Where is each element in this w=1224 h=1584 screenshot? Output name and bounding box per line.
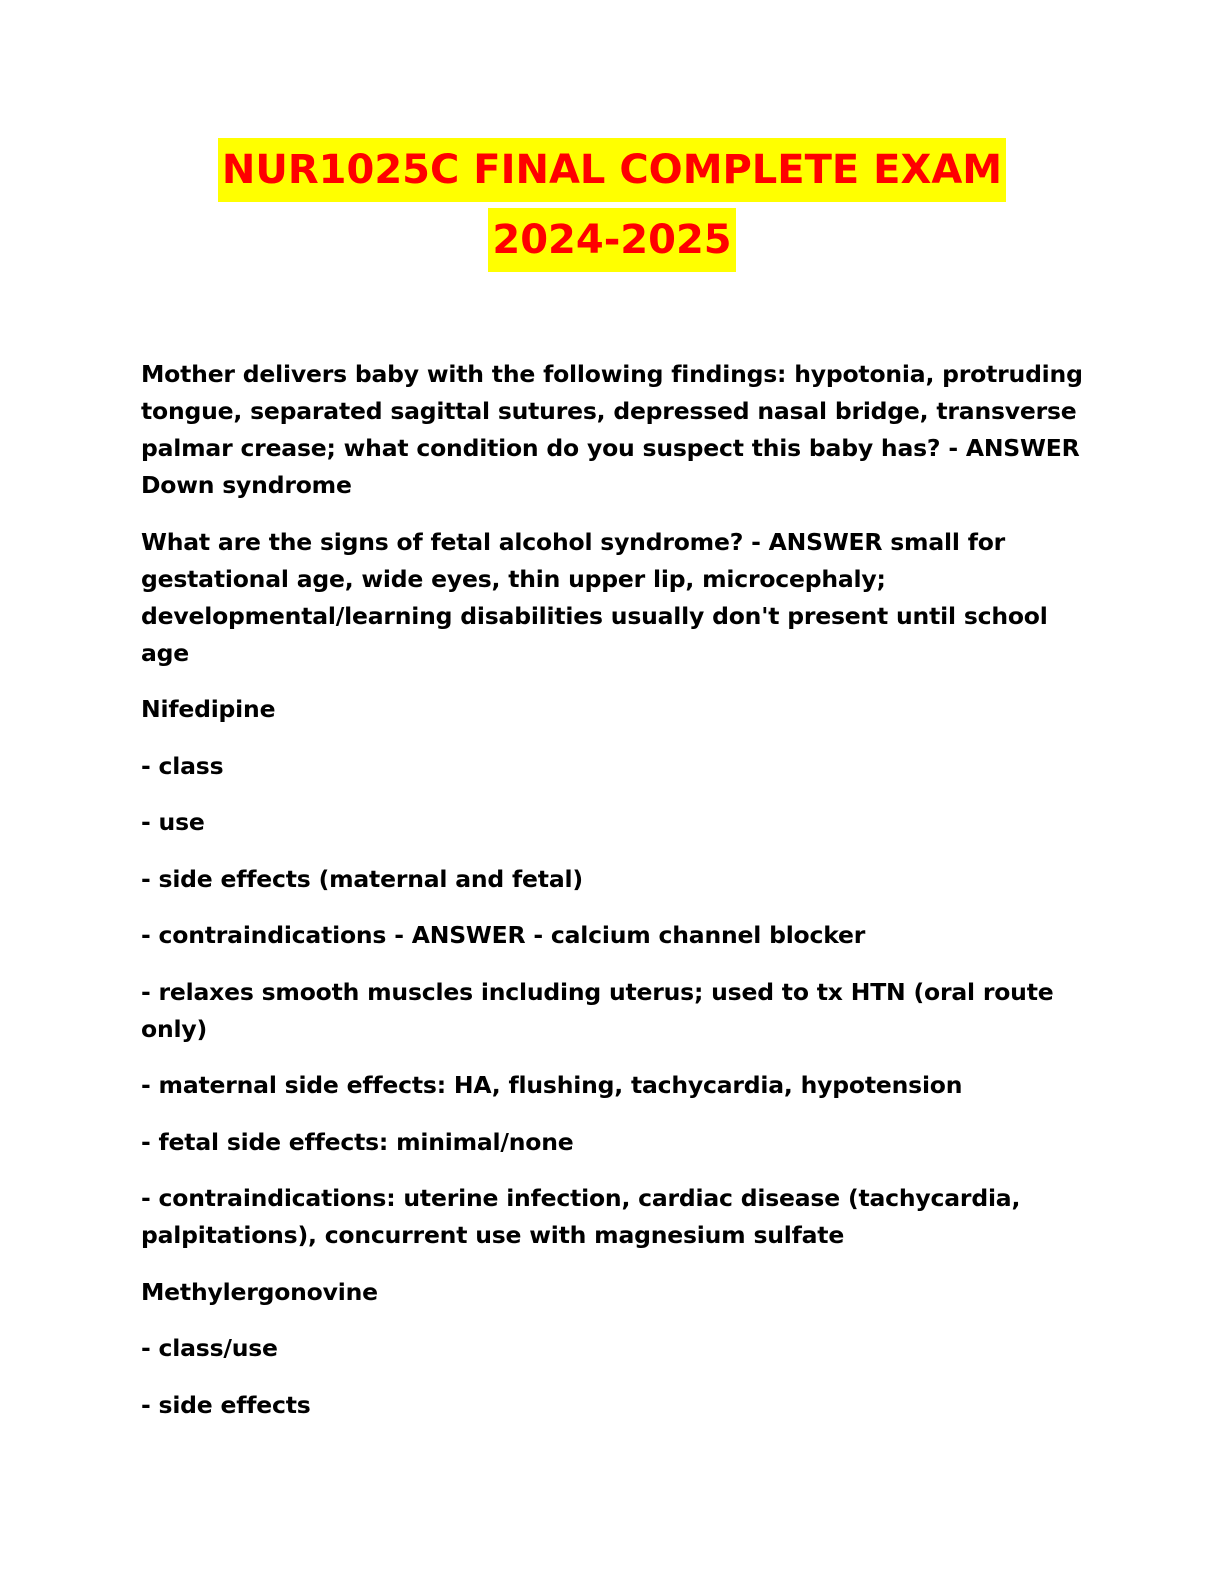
list-item: - fetal side effects: minimal/none: [141, 1127, 574, 1156]
title-line-2: 2024-2025: [488, 208, 735, 272]
paragraph-down-syndrome-question: Mother delivers baby with the following findings: hypotonia, protruding tongue, separated sagittal sutures, depressed nasal bridge, transverse palmar crease; what condition do you suspect this baby has? - ANSWER Down syndrome: [141, 360, 1083, 499]
list-item: - maternal side effects: HA, flushing, tachycardia, hypotension: [141, 1071, 963, 1099]
list-item: - side effects (maternal and fetal): [141, 864, 583, 893]
list-item: - side effects: [141, 1390, 311, 1419]
list-item: - relaxes smooth muscles including uterus; used to tx HTN (oral route only): [141, 977, 1054, 1043]
heading-methylergonovine: Methylergonovine: [141, 1277, 378, 1306]
paragraph-fetal-alcohol-question: What are the signs of fetal alcohol syndrome? - ANSWER small for gestational age, wide eyes, thin upper lip, microcephaly; developmental/learning disabilities usually don't present until school age: [141, 527, 1048, 667]
list-item: - class: [141, 751, 224, 780]
document-title: [0, 138, 1224, 278]
list-item: - contraindications - ANSWER - calcium channel blocker: [141, 921, 866, 949]
list-item: - contraindications: uterine infection, cardiac disease (tachycardia, palpitations), concurrent use with magnesium sulfate: [141, 1184, 1021, 1249]
title-line-1: NUR1025C FINAL COMPLETE EXAM: [218, 138, 1006, 202]
list-item: - use: [141, 808, 205, 836]
document-body: [141, 356, 1091, 1443]
heading-nifedipine: Nifedipine: [141, 695, 276, 723]
list-item: - class/use: [141, 1334, 278, 1362]
